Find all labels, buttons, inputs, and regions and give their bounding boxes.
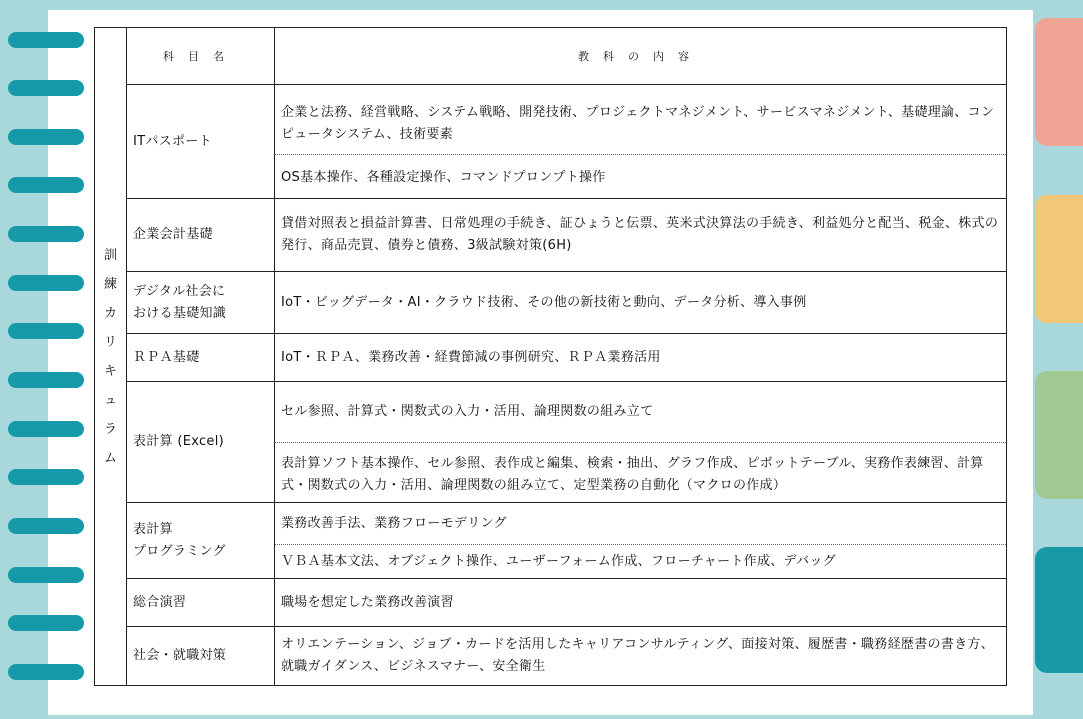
binder-ring [8,469,84,485]
curriculum-side-label: 訓練カリキュラム [95,28,127,686]
binder-ring [8,177,84,193]
table-row [95,503,1007,579]
binder-ring [8,518,84,534]
table-row [95,199,1007,272]
subject-line: デジタル社会に [133,283,226,299]
content-cell [275,85,1007,199]
content-text: ＶＢＡ基本文法、オブジェクト操作、ユーザーフォーム作成、フローチャート作成、デバッグ [275,544,1006,576]
content-text: セル参照、計算式・関数式の入力・活用、論理関数の組み立て [281,403,654,419]
subject-cell: 総合演習 [127,579,275,627]
table-row [95,334,1007,382]
content-text: IoT・ＲＰＡ、業務改善・経費節減の事例研究、ＲＰＡ業務活用 [281,349,661,365]
subject-header: 科目名 [127,28,275,85]
subject-line: おける基礎知識 [133,305,227,321]
binder-ring [8,664,84,680]
subject-cell: ＲＰＡ基礎 [127,334,275,382]
content-cell [275,579,1007,627]
content-header: 教科の内容 [275,28,1007,85]
content-text: 貸借対照表と損益計算書、日常処理の手続き、証ひょうと伝票、英米式決算法の手続き、利益処分と配当、税金、株式の発行、商品売買、債券と債務、3級試験対策(6H) [281,216,999,253]
binder-ring [8,323,84,339]
content-cell [275,199,1007,272]
content-text: 表計算ソフト基本操作、セル参照、表作成と編集、検索・抽出、グラフ作成、ピボットテーブル、実務作表練習、計算式・関数式の入力・活用、論理関数の組み立て、定型業務の自動化（マクロの作成） [275,442,1006,500]
binder-ring [8,615,84,631]
content-text: 業務改善手法、業務フローモデリング [281,515,507,531]
index-tab-yellow [1035,195,1083,323]
binder-ring [8,226,84,242]
curriculum-table [94,27,1007,686]
subject-line: プログラミング [133,543,226,559]
subject-cell: 表計算 (Excel) [127,382,275,503]
header-row [95,28,1007,85]
subject-cell: 企業会計基礎 [127,199,275,272]
index-tab-green [1035,371,1083,499]
table-row [95,272,1007,334]
content-cell [275,334,1007,382]
table-row [95,627,1007,686]
table-row [95,382,1007,503]
binder-ring [8,275,84,291]
content-text: オリエンテーション、ジョブ・カードを活用したキャリアコンサルティング、面接対策、履歴書・職務経歴書の書き方、就職ガイダンス、ビジネスマナー、安全衛生 [281,637,995,674]
subject-cell: 社会・就職対策 [127,627,275,686]
subject-line: 表計算 [133,521,173,537]
content-cell [275,503,1007,579]
subject-cell [127,503,275,579]
binder-ring [8,80,84,96]
table-row [95,579,1007,627]
content-text: 企業と法務、経営戦略、システム戦略、開発技術、プロジェクトマネジメント、サービスマネジメント、基礎理論、コンピュータシステム、技術要素 [281,104,995,142]
binder-ring [8,421,84,437]
content-cell [275,272,1007,334]
content-cell [275,382,1007,503]
subject-cell: ITパスポート [127,85,275,199]
binder-ring [8,372,84,388]
content-text: IoT・ビッグデータ・AI・クラウド技術、その他の新技術と動向、データ分析、導入事例 [281,294,807,310]
content-text: OS基本操作、各種設定操作、コマンドプロンプト操作 [275,154,1006,192]
index-tab-teal [1035,547,1083,673]
content-cell [275,627,1007,686]
binder-ring [8,32,84,48]
binder-ring [8,129,84,145]
binder-ring [8,567,84,583]
table-row [95,85,1007,199]
content-text: 職場を想定した業務改善演習 [281,594,454,610]
index-tab-coral [1035,18,1083,146]
subject-cell [127,272,275,334]
